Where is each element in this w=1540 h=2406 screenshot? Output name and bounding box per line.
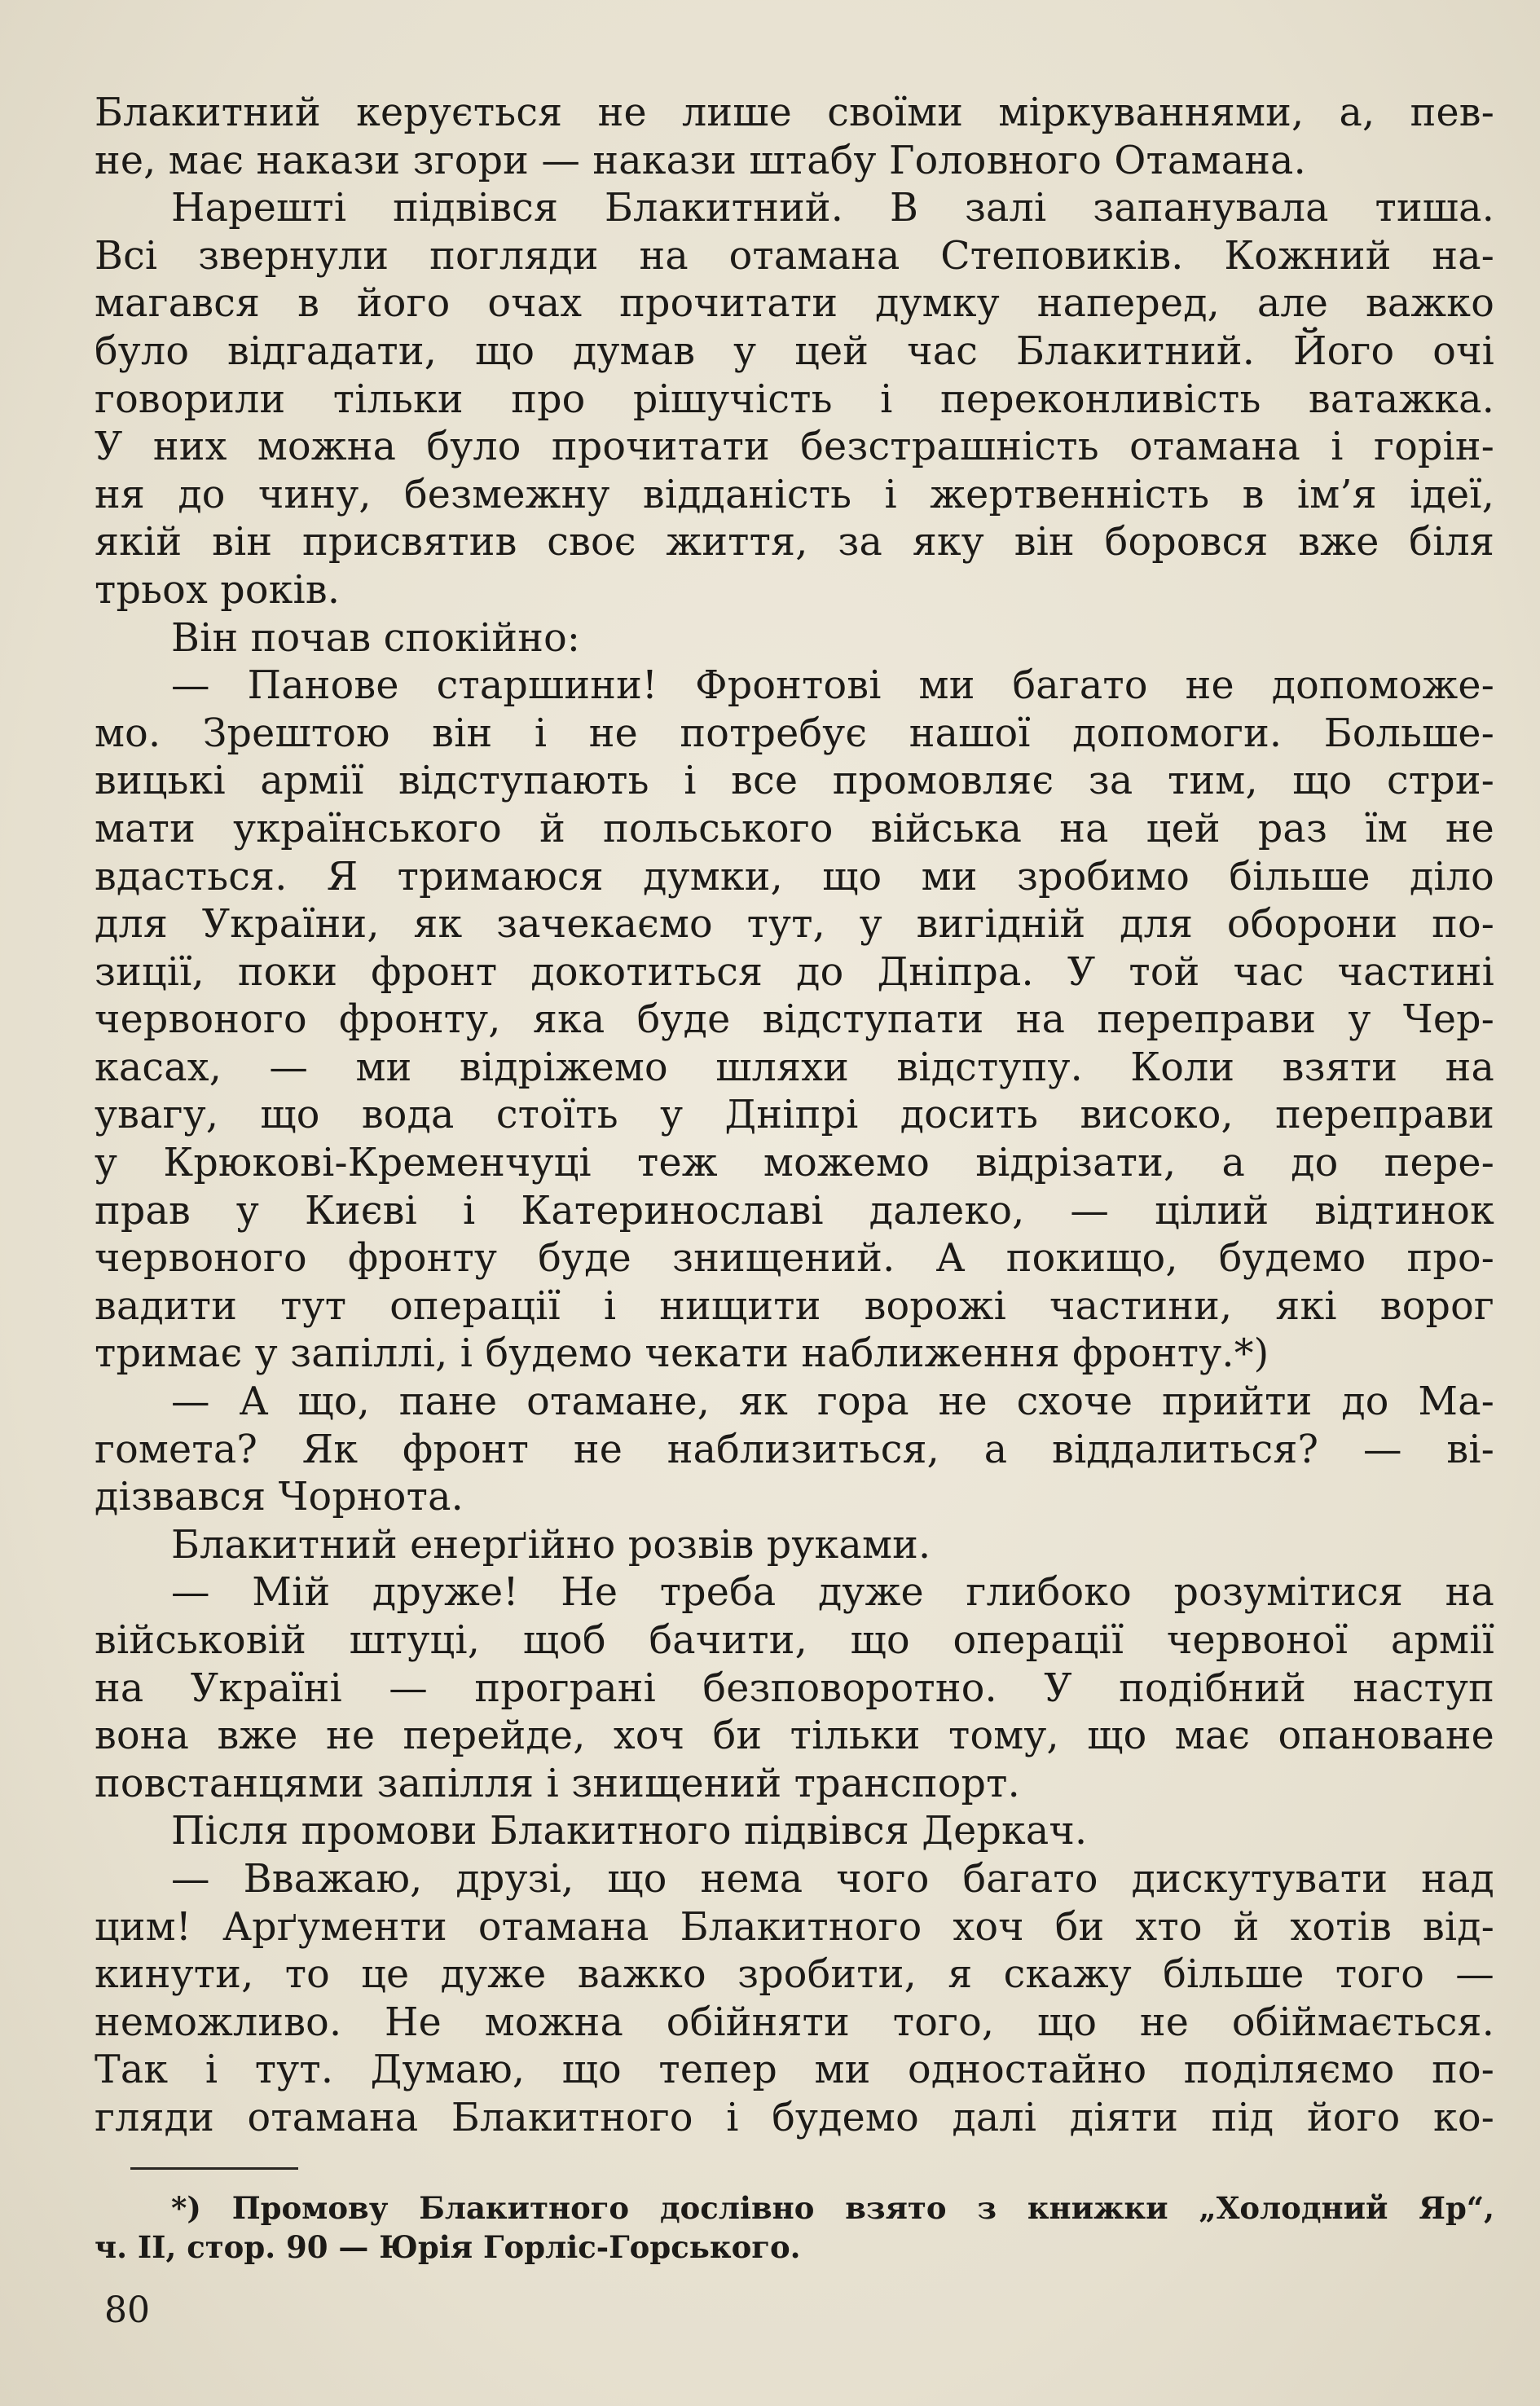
text-line: Після промови Блакитного підвівся Деркач. — [171, 1809, 1088, 1854]
text-line: Блакитний енерґійно розвів руками. — [171, 1522, 931, 1568]
text-line: Нарешті підвівся Блакитний. В залі запанувала тиша. — [171, 186, 1494, 231]
text-line: червоного фронту буде знищений. А покищо, будемо про- — [95, 1236, 1494, 1282]
body-text — [95, 90, 1494, 2143]
text-line: мо. Зрештою він і не потребує нашої допомоги. Больше- — [95, 710, 1494, 756]
text-line: У них можна було прочитати безстрашність отамана і горін- — [95, 424, 1494, 470]
text-line: якій він присвятив своє життя, за яку він боровся вже біля — [95, 520, 1494, 565]
text-line: неможливо. Не можна обійняти того, що не обіймається. — [95, 1999, 1494, 2045]
text-line: гляди отамана Блакитного і будемо далі діяти під його ко- — [95, 2095, 1494, 2140]
text-line: гомета? Як фронт не наблизиться, а віддалиться? — ві- — [95, 1427, 1494, 1472]
text-line: Так і тут. Думаю, що тепер ми одностайно поділяємо по- — [95, 2048, 1494, 2093]
text-line: Блакитний керується не лише своїми міркуваннями, а, пев- — [95, 90, 1494, 135]
text-line: тримає у запіллі, і будемо чекати наближення фронту.*) — [95, 1331, 1269, 1377]
footnote — [95, 2188, 1494, 2267]
text-line: вицькі армії відступають і все промовляє за тим, що стри- — [95, 759, 1494, 804]
text-line: прав у Києві і Катеринославі далеко, — цілий відтинок — [95, 1188, 1494, 1234]
text-line: для України, як зачекаємо тут, у вигідній для оборони по- — [95, 902, 1494, 948]
text-line: — Панове старшини! Фронтові ми багато не допоможе- — [171, 663, 1494, 709]
text-line: вона вже не перейде, хоч би тільки тому, що має опановане — [95, 1713, 1494, 1759]
text-line: — Вважаю, друзі, що нема чого багато дискутувати над — [171, 1856, 1494, 1902]
text-line: — А що, пане отамане, як гора не схоче прийти до Ма- — [171, 1379, 1494, 1425]
text-line: мати українського й польського війська на цей раз їм не — [95, 806, 1494, 851]
footnote-divider — [130, 2167, 298, 2170]
text-line: кинути, то це дуже важко зробити, я скажу більше того — — [95, 1952, 1494, 1998]
text-line: говорили тільки про рішучість і переконливість ватажка. — [95, 376, 1494, 422]
text-line: військовій штуці, щоб бачити, що операції червоної армії — [95, 1618, 1494, 1663]
text-line: Він почав спокійно: — [171, 615, 581, 661]
text-line: не, має накази згори — накази штабу Головного Отамана. — [95, 138, 1306, 183]
footnote-line: ч. II, стор. 90 — Юрія Горліс-Горського. — [95, 2229, 801, 2265]
text-line: цим! Арґументи отамана Блакитного хоч би хто й хотів від- — [95, 1904, 1494, 1950]
text-line: увагу, що вода стоїть у Дніпрі досить високо, переправи — [95, 1093, 1494, 1138]
text-line: — Мій друже! Не треба дуже глибоко розумітися на — [171, 1570, 1494, 1616]
text-line: вадити тут операції і нищити ворожі частини, які ворог — [95, 1283, 1494, 1329]
text-line: у Крюкові-Кременчуці теж можемо відрізати, а до пере- — [95, 1141, 1494, 1186]
text-line: касах, — ми відріжемо шляхи відступу. Коли взяти на — [95, 1045, 1494, 1090]
text-line: повстанцями запілля і знищений транспорт. — [95, 1761, 1020, 1806]
text-line: червоного фронту, яка буде відступати на переправи у Чер- — [95, 997, 1494, 1043]
text-line: вдасться. Я тримаюся думки, що ми зробимо більше діло — [95, 854, 1494, 900]
text-line: ня до чину, безмежну відданість і жертвенність в ім’я ідеї, — [95, 472, 1494, 517]
text-line: зиції, поки фронт докотиться до Дніпра. У той час частині — [95, 949, 1494, 995]
text-line: магався в його очах прочитати думку наперед, але важко — [95, 281, 1494, 327]
text-line: Всі звернули погляди на отамана Степовиків. Кожний на- — [95, 233, 1494, 279]
text-line: трьох років. — [95, 567, 341, 613]
text-line: на Україні — програні безповоротно. У подібний наступ — [95, 1665, 1494, 1711]
text-line: було відгадати, що думав у цей час Блакитний. Його очі — [95, 328, 1494, 374]
footnote-line: *) Промову Блакитного дослівно взято з книжки „Холодний Яр“, — [171, 2190, 1494, 2226]
text-line: дізвався Чорнота. — [95, 1475, 464, 1520]
page-number: 80 — [104, 2289, 150, 2331]
